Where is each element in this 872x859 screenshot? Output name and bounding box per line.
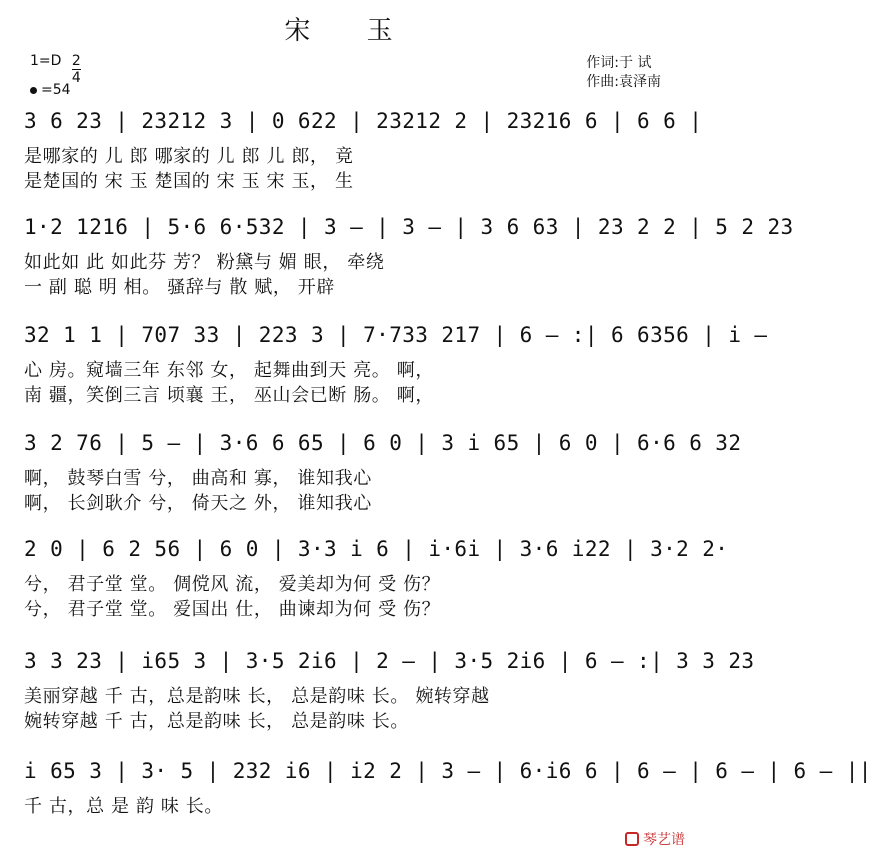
key-and-time [30,54,81,85]
system-7 [24,752,872,847]
lyric-line-1: 兮， 君子堂 堂。 倜傥风 流， 爱美却为何 受 伤？ [24,574,441,595]
lyric-line-2: 是楚国的 宋 玉 楚国的 宋 玉 宋 玉， 生 [24,171,354,192]
lyric-line-1: 如此如 此 如此芬 芳？ 粉黛与 媚 眼， 牵绕 [24,252,385,273]
system-2 [24,208,794,303]
composer-credit: 作曲:袁泽南 [586,73,661,90]
lyricist-credit: 作词:于 试 [586,55,652,71]
lyric-line-1: 是哪家的 儿 郎 哪家的 儿 郎 儿 郎， 竟 [24,146,354,167]
lyric-line-2: 一 副 聪 明 相。 骚辞与 散 赋， 开辟 [24,277,335,298]
lyric-line-1: 啊， 鼓琴白雪 兮， 曲高和 寡， 谁知我心 [24,468,372,489]
lyric-line-2: 婉转穿越 千 古，总是韵味 长， 总是韵味 长。 [24,711,410,732]
tempo-marking [30,82,71,98]
notation-line: 32 1 1 | 707 33 | 223 3 | 7·733 217 | 6 – :| 6 6356 | i – [24,323,768,347]
lyric-line-1: 千 古，总 是 韵 味 长。 [24,796,224,817]
system-4 [24,424,742,519]
lyric-line-1: 心 房。窥墙三年 东邻 女， 起舞曲到天 亮。 啊， [24,360,434,381]
tempo-value: =54 [41,82,71,98]
site-logo [625,829,685,849]
lyric-line-2: 兮， 君子堂 堂。 爱国出 仕， 曲谏却为何 受 伤？ [24,599,441,620]
time-signature-bottom: 4 [71,70,81,86]
credits-block [586,54,661,92]
notation-line: 3 6 23 | 23212 3 | 0 622 | 23212 2 | 23216 6 | 6 6 | [24,109,703,133]
system-3 [24,316,768,411]
system-5 [24,530,729,625]
logo-mark-icon [625,832,639,846]
notation-line: 3 2 76 | 5 – | 3·6 6 65 | 6 0 | 3 i 65 | 6 0 | 6·6 6 32 [24,431,742,455]
key-signature: 1=D [30,53,62,69]
notation-line: 1·2 1216 | 5·6 6·532 | 3 – | 3 – | 3 6 63 | 23 2 2 | 5 2 23 [24,215,794,239]
logo-text: 琴艺谱 [643,832,685,848]
notation-line: 3 3 23 | i65 3 | 3·5 2i6 | 2 – | 3·5 2i6 | 6 – :| 3 3 23 [24,649,755,673]
time-signature [72,54,81,85]
quarter-note-icon [30,87,37,94]
system-6 [24,642,755,737]
notation-line: i 65 3 | 3· 5 | 232 i6 | i2 2 | 3 – | 6·i6 6 | 6 – | 6 – | 6 – || [24,759,872,783]
time-signature-top: 2 [71,53,81,69]
lyric-line-2: 南 疆，笑倒三言 顷襄 王， 巫山会已断 肠。 啊， [24,385,434,406]
song-title: 宋 玉 [284,16,417,46]
lyric-line-2: 啊， 长剑耿介 兮， 倚天之 外， 谁知我心 [24,493,372,514]
notation-line: 2 0 | 6 2 56 | 6 0 | 3·3 i 6 | i·6i | 3·6 i22 | 3·2 2· [24,537,729,561]
lyric-line-1: 美丽穿越 千 古，总是韵味 长， 总是韵味 长。 婉转穿越 [24,686,490,707]
system-1 [24,102,703,197]
